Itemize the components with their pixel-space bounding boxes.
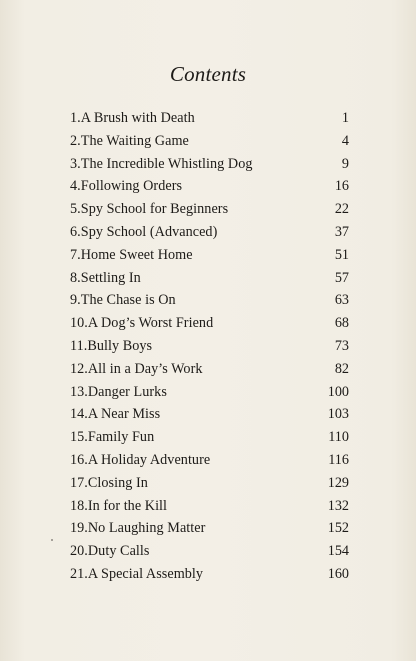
toc-entry [70,267,349,290]
chapter-number: 1. [70,110,81,126]
contents-title: Contents [169,62,247,86]
chapter-title [70,358,203,381]
chapter-name: The Incredible Whistling Dog [80,155,253,172]
chapter-name: Home Sweet Home [80,246,193,263]
toc-entry [70,472,349,495]
toc-entry [70,517,349,540]
chapter-name: Closing In [87,474,148,491]
chapter-page-number: 63 [334,292,349,309]
chapter-title [70,381,167,404]
chapter-number: 11. [70,337,88,354]
toc-entry [70,381,349,404]
chapter-title [70,312,213,335]
chapter-page-number: 154 [327,543,349,560]
toc-entry [70,358,349,381]
chapter-number: 20. [70,543,88,560]
chapter-number: 7. [70,246,81,263]
toc-entry [70,244,349,267]
toc-entry [70,540,349,563]
chapter-page-number: 110 [328,429,349,446]
chapter-title [70,517,205,540]
chapter-page-number: 51 [334,246,349,263]
chapter-title [70,107,195,130]
chapter-title [70,221,217,244]
chapter-title [70,495,167,518]
chapter-page-number: 129 [327,474,349,491]
chapter-number: 13. [70,383,88,400]
chapter-number: 8. [70,269,81,286]
toc-entry [70,198,349,221]
chapter-page-number: 22 [334,201,349,218]
chapter-title [70,426,154,449]
chapter-number: 2. [70,132,81,149]
paper-speck [51,539,53,541]
chapter-number: 12. [70,360,88,377]
chapter-title [70,175,182,198]
chapter-page-number: 1 [341,110,349,126]
chapter-name: A Near Miss [87,406,161,423]
chapter-title [70,472,148,495]
chapter-name: Following Orders [80,178,183,195]
toc-entry [70,107,349,130]
chapter-page-number: 82 [334,360,349,377]
toc-entry [70,403,349,426]
chapter-name: Bully Boys [87,337,153,354]
chapter-page-number: 160 [327,565,349,582]
toc-entry [70,289,349,312]
toc-entry [70,221,349,244]
chapter-number: 5. [70,201,81,218]
toc-entry [70,130,349,153]
chapter-page-number: 152 [327,520,349,537]
chapter-name: A Brush with Death [80,110,195,126]
chapter-number: 10. [70,315,88,332]
chapter-number: 6. [70,223,81,240]
chapter-number: 21. [70,565,88,582]
chapter-number: 15. [70,429,88,446]
toc-entry [70,153,349,176]
toc-entry [70,449,349,472]
chapter-page-number: 68 [334,315,349,332]
chapter-page-number: 4 [341,132,349,149]
toc-entry [70,175,349,198]
chapter-title [70,335,152,358]
chapter-title [70,130,189,153]
toc-entry [70,335,349,358]
toc-entry [70,426,349,449]
chapter-page-number: 16 [334,178,349,195]
table-of-contents [70,107,349,586]
chapter-name: Danger Lurks [87,383,167,400]
chapter-number: 4. [70,178,81,195]
chapter-name: Family Fun [87,429,155,446]
chapter-name: Duty Calls [87,543,150,560]
chapter-name: No Laughing Matter [87,520,206,537]
chapter-number: 18. [70,497,88,514]
chapter-name: Spy School (Advanced) [80,223,218,240]
chapter-name: In for the Kill [87,497,168,514]
chapter-page-number: 100 [327,383,349,400]
chapter-page-number: 103 [327,406,349,423]
toc-entry [70,495,349,518]
chapter-number: 9. [70,292,81,309]
chapter-number: 14. [70,406,88,423]
chapter-name: A Dog’s Worst Friend [87,315,214,332]
chapter-page-number: 9 [341,155,349,172]
chapter-title [70,563,203,586]
chapter-title [70,244,193,267]
chapter-name: Settling In [80,269,141,286]
chapter-name: A Holiday Adventure [87,451,211,468]
toc-entry [70,312,349,335]
chapter-number: 17. [70,474,88,491]
chapter-title [70,267,141,290]
chapter-page-number: 73 [334,337,349,354]
chapter-title [70,403,160,426]
chapter-page-number: 116 [328,451,349,468]
chapter-number: 16. [70,451,88,468]
chapter-page-number: 132 [327,497,349,514]
chapter-name: The Waiting Game [80,132,189,149]
chapter-page-number: 57 [334,269,349,286]
chapter-title [70,198,228,221]
chapter-title [70,153,253,176]
toc-entry [70,563,349,586]
chapter-title [70,289,176,312]
chapter-name: The Chase is On [80,292,176,309]
chapter-page-number: 37 [334,223,349,240]
chapter-name: Spy School for Beginners [80,201,229,218]
chapter-name: A Special Assembly [87,565,204,582]
chapter-title [70,540,149,563]
chapter-name: All in a Day’s Work [87,360,203,377]
chapter-number: 3. [70,155,81,172]
chapter-title [70,449,210,472]
chapter-number: 19. [70,520,88,537]
